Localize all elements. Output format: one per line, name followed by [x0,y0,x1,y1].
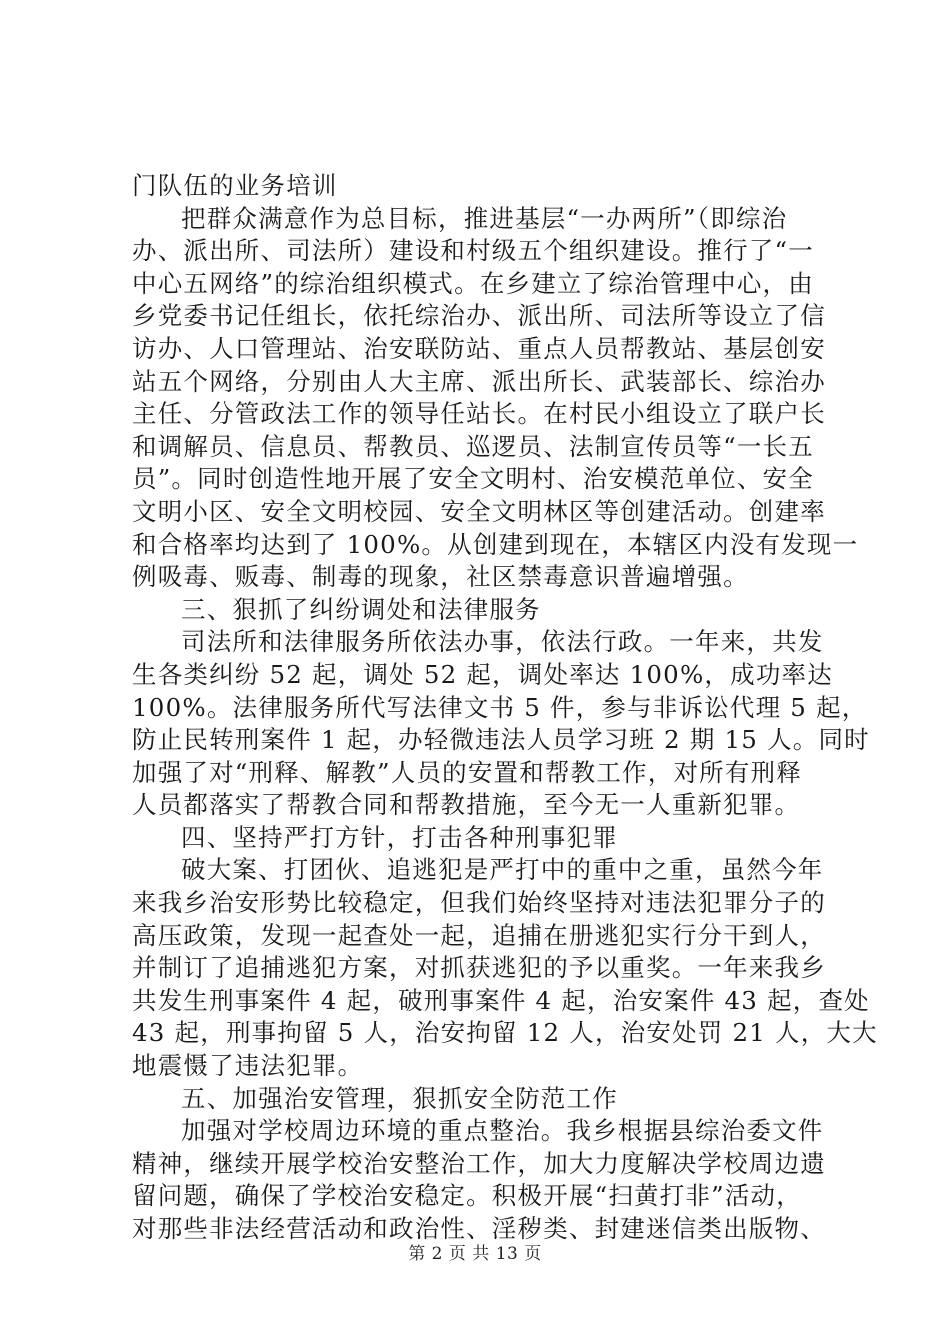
section-heading: 四、坚持严打方针，打击各种刑事犯罪 [181,822,618,852]
page-footer: 第 2 页 共 13 页 [408,1244,542,1264]
text-line: 主任、分管政法工作的领导任站长。在村民小组设立了联户长 [132,399,826,429]
text-line: 员”。同时创造性地开展了安全文明村、治安模范单位、安全 [132,464,814,494]
text-line: 把群众满意作为总目标，推进基层“一办两所”（即综治 [181,203,788,233]
text-line: 来我乡治安形势比较稳定，但我们始终坚持对违法犯罪分子的 [132,888,826,918]
text-line: 并制订了追捕逃犯方案，对抓获逃犯的予以重奖。一年来我乡 [132,953,826,983]
text-line: 生各类纠纷 52 起，调处 52 起，调处率达 100%，成功率达 [132,659,833,689]
text-line: 留问题，确保了学校治安稳定。积极开展“扫黄打非”活动， [132,1181,802,1211]
text-line: 防止民转刑案件 1 起，办轻微违法人员学习班 2 期 15 人。同时 [132,725,870,755]
text-line: 和合格率均达到了 100%。从创建到现在，本辖区内没有发现一 [132,529,859,559]
section-heading: 五、加强治安管理，狠抓安全防范工作 [181,1083,618,1113]
text-line: 高压政策，发现一起查处一起，追捕在册逃犯实行分干到人， [132,920,826,950]
text-line: 司法所和法律服务所依法办事，依法行政。一年来，共发 [181,627,824,657]
text-line: 站五个网络，分别由人大主席、派出所长、武装部长、综治办 [132,366,826,396]
text-line: 门队伍的业务培训 [132,171,338,200]
text-line: 43 起，刑事拘留 5 人，治安拘留 12 人，治安处罚 21 人，大大 [132,1018,878,1048]
text-line: 例吸毒、贩毒、制毒的现象，社区禁毒意识普遍增强。 [132,562,749,592]
text-line: 文明小区、安全文明校园、安全文明林区等创建活动。创建率 [132,496,826,526]
text-line: 办、派出所、司法所）建设和村级五个组织建设。推行了“一 [132,236,814,266]
text-line: 共发生刑事案件 4 起，破刑事案件 4 起，治安案件 43 起，查处 [132,985,870,1015]
document-body [132,170,878,1246]
text-line: 访办、人口管理站、治安联防站、重点人员帮教站、基层创安 [132,333,826,363]
section-heading: 三、狠抓了纠纷调处和法律服务 [181,594,541,624]
text-line: 精神，继续开展学校治安整治工作，加大力度解决学校周边遗 [132,1148,826,1178]
text-line: 破大案、打团伙、追逃犯是严打中的重中之重，虽然今年 [181,855,824,885]
text-line: 乡党委书记任组长，依托综治办、派出所、司法所等设立了信 [132,301,826,331]
text-line: 加强对学校周边环境的重点整治。我乡根据县综治委文件 [181,1116,824,1146]
text-line: 地震慑了违法犯罪。 [132,1051,364,1081]
text-line: 和调解员、信息员、帮教员、巡逻员、法制宣传员等“一长五 [132,431,814,461]
text-line: 中心五网络”的综治组织模式。在乡建立了综治管理中心，由 [132,268,814,298]
text-line: 人员都落实了帮教合同和帮教措施，至今无一人重新犯罪。 [132,790,801,820]
text-line: 加强了对“刑释、解教”人员的安置和帮教工作，对所有刑释 [132,757,802,787]
text-line: 100%。法律服务所代写法律文书 5 件，参与非诉讼代理 5 起， [132,692,868,722]
text-line: 对那些非法经营活动和政治性、淫秽类、封建迷信类出版物、 [132,1214,826,1243]
